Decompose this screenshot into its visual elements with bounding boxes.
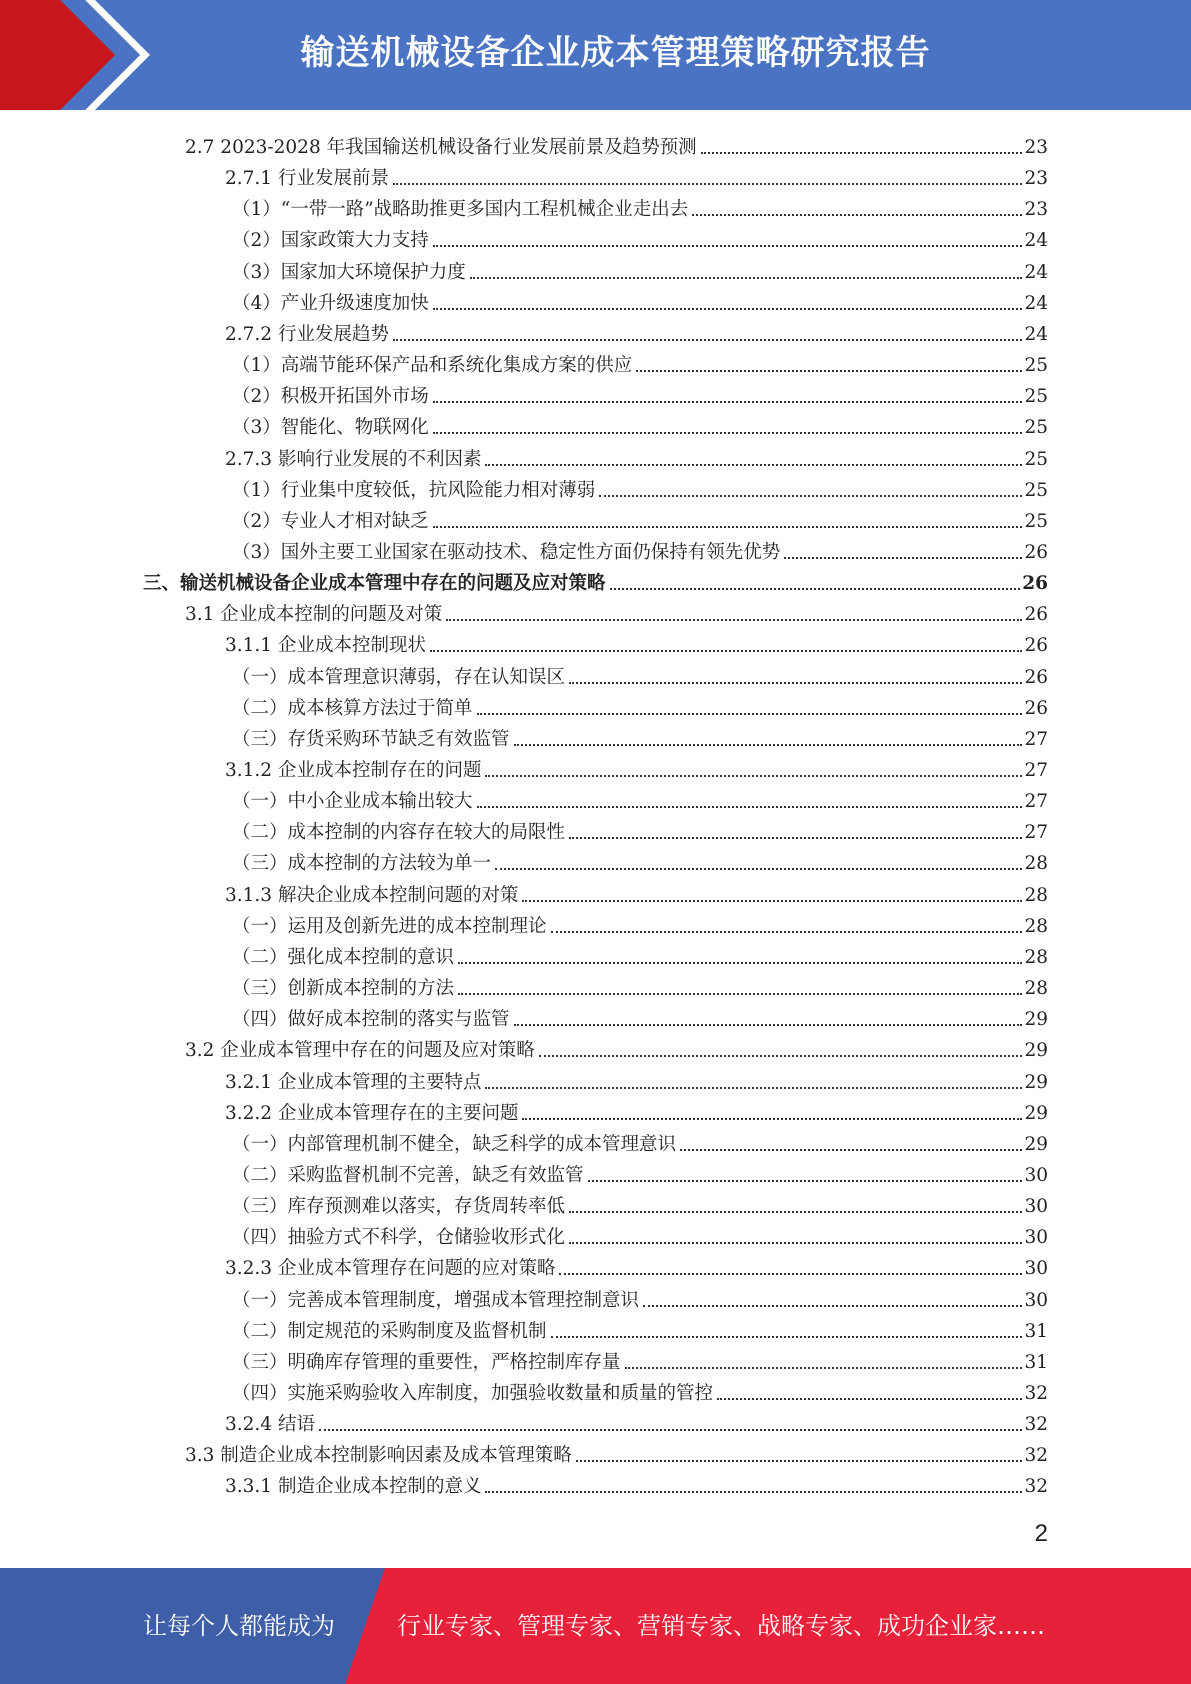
toc-entry-page: 24 <box>1024 230 1048 252</box>
toc-entry-title: （二）制定规范的采购制度及监督机制 <box>232 1320 547 1342</box>
toc-entry[interactable] <box>232 471 1048 502</box>
toc-entry-page: 27 <box>1024 791 1048 813</box>
toc-entry-page: 26 <box>1024 541 1048 563</box>
toc-entry-title: 3.2.4 结语 <box>225 1414 315 1436</box>
toc-entry-title: （一）成本管理意识薄弱，存在认知误区 <box>232 666 566 688</box>
toc-entry-title: 3.2.1 企业成本管理的主要特点 <box>225 1071 482 1093</box>
toc-entry[interactable] <box>232 346 1048 377</box>
toc-dot-leader <box>430 650 1022 652</box>
toc-dot-leader <box>569 682 1022 684</box>
toc-dot-leader <box>636 370 1022 372</box>
toc-entry[interactable] <box>225 1063 1048 1094</box>
toc-entry-title: 3.3.1 制造企业成本控制的意义 <box>225 1476 482 1498</box>
toc-dot-leader <box>559 1273 1022 1275</box>
toc-entry-page: 26 <box>1024 604 1048 626</box>
toc-dot-leader <box>458 993 1022 995</box>
toc-entry-title: （二）成本核算方法过于简单 <box>232 697 473 719</box>
toc-dot-leader <box>539 1055 1023 1057</box>
toc-entry[interactable] <box>232 408 1048 439</box>
toc-entry-title: （三）存货采购环节缺乏有效监管 <box>232 728 510 750</box>
toc-dot-leader <box>588 1180 1023 1182</box>
toc-dot-leader <box>680 1149 1022 1151</box>
toc-entry-title: （4）产业升级速度加快 <box>232 292 429 314</box>
toc-entry-title: 3.1.2 企业成本控制存在的问题 <box>225 760 482 781</box>
toc-dot-leader <box>433 526 1023 528</box>
toc-entry-title: （三）创新成本控制的方法 <box>232 978 455 1000</box>
toc-entry-title: 3.1.3 解决企业成本控制问题的对策 <box>225 884 519 906</box>
toc-dot-leader <box>522 900 1022 902</box>
toc-entry-title: （一）运用及创新先进的成本控制理论 <box>232 915 547 937</box>
toc-dot-leader <box>319 1429 1023 1431</box>
toc-entry-title: （二）强化成本控制的意识 <box>232 946 455 968</box>
toc-entry-page: 25 <box>1024 479 1048 501</box>
toc-entry-title: （二）采购监督机制不完善，缺乏有效监管 <box>232 1164 584 1186</box>
toc-dot-leader <box>470 277 1023 279</box>
toc-entry-page: 27 <box>1024 760 1048 781</box>
toc-entry[interactable] <box>225 315 1048 346</box>
toc-entry-title: （一）完善成本管理制度，增强成本管理控制意识 <box>232 1289 640 1311</box>
toc-dot-leader <box>485 1491 1022 1493</box>
toc-entry-title: 3.2.3 企业成本管理存在问题的应对策略 <box>225 1258 556 1280</box>
toc-entry-title: （3）智能化、物联网化 <box>232 417 429 439</box>
toc-entry[interactable] <box>225 159 1048 190</box>
toc-dot-leader <box>569 1211 1022 1213</box>
toc-entry[interactable] <box>232 533 1048 564</box>
toc-entry[interactable] <box>232 1156 1048 1187</box>
toc-entry-page: 24 <box>1024 292 1048 314</box>
toc-entry[interactable] <box>232 1374 1048 1405</box>
toc-entry-title: 3.3 制造企业成本控制影响因素及成本管理策略 <box>185 1445 572 1467</box>
toc-entry-page: 30 <box>1024 1258 1048 1280</box>
toc-entry[interactable] <box>232 1343 1048 1374</box>
toc-entry[interactable] <box>232 938 1048 969</box>
toc-entry[interactable] <box>232 377 1048 408</box>
toc-entry-title: 2.7 2023-2028 年我国输送机械设备行业发展前景及趋势预测 <box>185 137 697 158</box>
toc-entry[interactable] <box>232 844 1048 875</box>
toc-entry[interactable] <box>225 1405 1048 1436</box>
toc-entry-page: 25 <box>1024 510 1048 532</box>
toc-entry-page: 25 <box>1024 448 1048 470</box>
toc-dot-leader <box>692 214 1022 216</box>
toc-entry-page: 25 <box>1024 417 1048 439</box>
toc-entry-page: 27 <box>1024 822 1048 844</box>
toc-entry-title: 2.7.1 行业发展前景 <box>225 168 389 190</box>
toc-dot-leader <box>522 1118 1022 1120</box>
toc-dot-leader <box>495 868 1022 870</box>
toc-dot-leader <box>599 495 1022 497</box>
toc-dot-leader <box>433 401 1023 403</box>
footer-slogan-left: 让每个人都能成为 <box>143 1612 335 1640</box>
toc-dot-leader <box>625 1367 1023 1369</box>
toc-entry-page: 31 <box>1024 1320 1048 1342</box>
toc-entry-title: 3.2.2 企业成本管理存在的主要问题 <box>225 1102 519 1124</box>
toc-entry-page: 26 <box>1024 635 1048 657</box>
toc-entry[interactable] <box>232 720 1048 751</box>
toc-entry-title: （1）“一带一路”战略助推更多国内工程机械企业走出去 <box>232 199 689 221</box>
footer-slogan-right: 行业专家、管理专家、营销专家、战略专家、成功企业家…… <box>397 1612 1045 1640</box>
toc-entry-page: 26 <box>1024 666 1048 688</box>
toc-entry-title: （一）内部管理机制不健全，缺乏科学的成本管理意识 <box>232 1133 677 1155</box>
toc-entry[interactable] <box>232 1187 1048 1218</box>
report-title: 输送机械设备企业成本管理策略研究报告 <box>300 33 931 73</box>
toc-entry[interactable] <box>185 1436 1048 1467</box>
toc-entry[interactable] <box>232 969 1048 1000</box>
toc-entry-page: 26 <box>1022 573 1048 595</box>
toc-entry-title: （四）抽验方式不科学，仓储验收形式化 <box>232 1227 566 1249</box>
toc-entry[interactable] <box>232 689 1048 720</box>
toc-entry[interactable] <box>232 284 1048 315</box>
toc-dot-leader <box>485 464 1022 466</box>
toc-entry[interactable] <box>185 1031 1048 1062</box>
toc-dot-leader <box>393 339 1022 341</box>
toc-dot-leader <box>477 713 1023 715</box>
toc-entry-page: 32 <box>1024 1383 1048 1404</box>
toc-entry-page: 24 <box>1024 323 1048 345</box>
toc-entry-page: 28 <box>1024 915 1048 937</box>
toc-entry[interactable] <box>232 502 1048 533</box>
toc-entry-title: （一）中小企业成本输出较大 <box>232 791 473 813</box>
toc-entry-page: 32 <box>1024 1476 1048 1498</box>
toc-entry[interactable] <box>232 1312 1048 1343</box>
toc-entry-title: （1）高端节能环保产品和系统化集成方案的供应 <box>232 355 633 377</box>
toc-entry-page: 28 <box>1024 884 1048 906</box>
toc-entry[interactable] <box>143 564 1048 595</box>
toc-dot-leader <box>551 931 1023 933</box>
toc-entry[interactable] <box>232 658 1048 689</box>
toc-entry-title: （1）行业集中度较低，抗风险能力相对薄弱 <box>232 479 596 501</box>
toc-entry-page: 31 <box>1024 1351 1048 1373</box>
toc-entry[interactable] <box>232 813 1048 844</box>
toc-entry-title: （三）明确库存管理的重要性，严格控制库存量 <box>232 1351 621 1373</box>
toc-dot-leader <box>569 837 1022 839</box>
toc-entry-page: 23 <box>1024 168 1048 190</box>
toc-entry[interactable] <box>232 907 1048 938</box>
toc-entry-page: 28 <box>1024 946 1048 968</box>
toc-dot-leader <box>514 744 1023 746</box>
toc-entry[interactable] <box>232 1000 1048 1031</box>
toc-entry-page: 29 <box>1024 1133 1048 1155</box>
toc-dot-leader <box>433 432 1023 434</box>
toc-entry[interactable] <box>225 1094 1048 1125</box>
toc-entry[interactable] <box>225 1249 1048 1280</box>
toc-entry[interactable] <box>232 190 1048 221</box>
toc-entry[interactable] <box>225 1467 1048 1498</box>
toc-entry-page: 28 <box>1024 853 1048 875</box>
toc-entry[interactable] <box>185 128 1048 159</box>
toc-entry[interactable] <box>225 751 1048 782</box>
toc-entry[interactable] <box>232 1281 1048 1312</box>
toc-entry-title: 3.2 企业成本管理中存在的问题及应对策略 <box>185 1040 535 1062</box>
page-header <box>0 0 1191 110</box>
toc-entry[interactable] <box>225 626 1048 657</box>
toc-entry-title: （四）做好成本控制的落实与监管 <box>232 1009 510 1031</box>
toc-entry-page: 25 <box>1024 355 1048 377</box>
toc-entry[interactable] <box>225 440 1048 471</box>
toc-entry-title: （2）积极开拓国外市场 <box>232 386 429 408</box>
toc-entry-title: 2.7.2 行业发展趋势 <box>225 323 389 345</box>
toc-dot-leader <box>576 1460 1023 1462</box>
toc-entry-page: 23 <box>1024 199 1048 221</box>
toc-dot-leader <box>514 1024 1023 1026</box>
toc-dot-leader <box>477 806 1023 808</box>
toc-entry-title: 3.1.1 企业成本控制现状 <box>225 635 426 657</box>
toc-dot-leader <box>551 1336 1023 1338</box>
toc-entry-page: 30 <box>1024 1227 1048 1249</box>
toc-entry-page: 30 <box>1024 1164 1048 1186</box>
toc-entry-title: （四）实施采购验收入库制度，加强验收数量和质量的管控 <box>232 1383 714 1404</box>
toc-entry-title: （2）国家政策大力支持 <box>232 230 429 252</box>
toc-entry-title: 三、输送机械设备企业成本管理中存在的问题及应对策略 <box>143 573 606 595</box>
toc-dot-leader <box>393 183 1022 185</box>
toc-dot-leader <box>433 245 1023 247</box>
toc-entry-title: 3.1 企业成本控制的问题及对策 <box>185 604 443 626</box>
toc-dot-leader <box>433 308 1023 310</box>
toc-entry[interactable] <box>185 595 1048 626</box>
toc-entry-page: 23 <box>1024 137 1048 158</box>
toc-entry[interactable] <box>232 221 1048 252</box>
toc-entry-page: 27 <box>1024 728 1048 750</box>
toc-entry-title: （三）库存预测难以落实，存货周转率低 <box>232 1196 566 1218</box>
toc-dot-leader <box>458 962 1022 964</box>
toc-entry-page: 29 <box>1024 1071 1048 1093</box>
toc-entry[interactable] <box>232 253 1048 284</box>
toc-entry-title: 2.7.3 影响行业发展的不利因素 <box>225 448 482 470</box>
toc-entry-page: 29 <box>1024 1009 1048 1031</box>
page-number: 2 <box>1034 1520 1048 1547</box>
toc-entry-page: 25 <box>1024 386 1048 408</box>
toc-dot-leader <box>643 1305 1022 1307</box>
toc-entry[interactable] <box>232 1218 1048 1249</box>
toc-dot-leader <box>701 152 1023 154</box>
toc-entry-page: 29 <box>1024 1102 1048 1124</box>
toc-dot-leader <box>485 775 1022 777</box>
toc-entry-page: 28 <box>1024 978 1048 1000</box>
chevron-arrow-icon <box>0 0 160 110</box>
toc-entry[interactable] <box>225 876 1048 907</box>
toc-dot-leader <box>610 588 1021 590</box>
toc-entry-page: 30 <box>1024 1196 1048 1218</box>
toc-dot-leader <box>569 1242 1022 1244</box>
toc-entry[interactable] <box>232 1125 1048 1156</box>
toc-entry-page: 26 <box>1024 697 1048 719</box>
toc-entry-page: 30 <box>1024 1289 1048 1311</box>
toc-dot-leader <box>784 557 1022 559</box>
toc-dot-leader <box>717 1398 1022 1400</box>
toc-entry-page: 32 <box>1024 1445 1048 1467</box>
toc-entry-title: （3）国外主要工业国家在驱动技术、稳定性方面仍保持有领先优势 <box>232 541 781 563</box>
toc-entry-page: 29 <box>1024 1040 1048 1062</box>
toc-entry-title: （三）成本控制的方法较为单一 <box>232 853 492 875</box>
page-footer <box>0 1568 1191 1684</box>
toc-entry-title: （2）专业人才相对缺乏 <box>232 510 429 532</box>
toc-entry-page: 32 <box>1024 1414 1048 1436</box>
toc-entry[interactable] <box>232 782 1048 813</box>
toc-entry-title: （3）国家加大环境保护力度 <box>232 261 466 283</box>
toc-dot-leader <box>485 1087 1022 1089</box>
toc-dot-leader <box>446 619 1022 621</box>
toc-entry-title: （二）成本控制的内容存在较大的局限性 <box>232 822 566 844</box>
toc-entry-page: 24 <box>1024 261 1048 283</box>
